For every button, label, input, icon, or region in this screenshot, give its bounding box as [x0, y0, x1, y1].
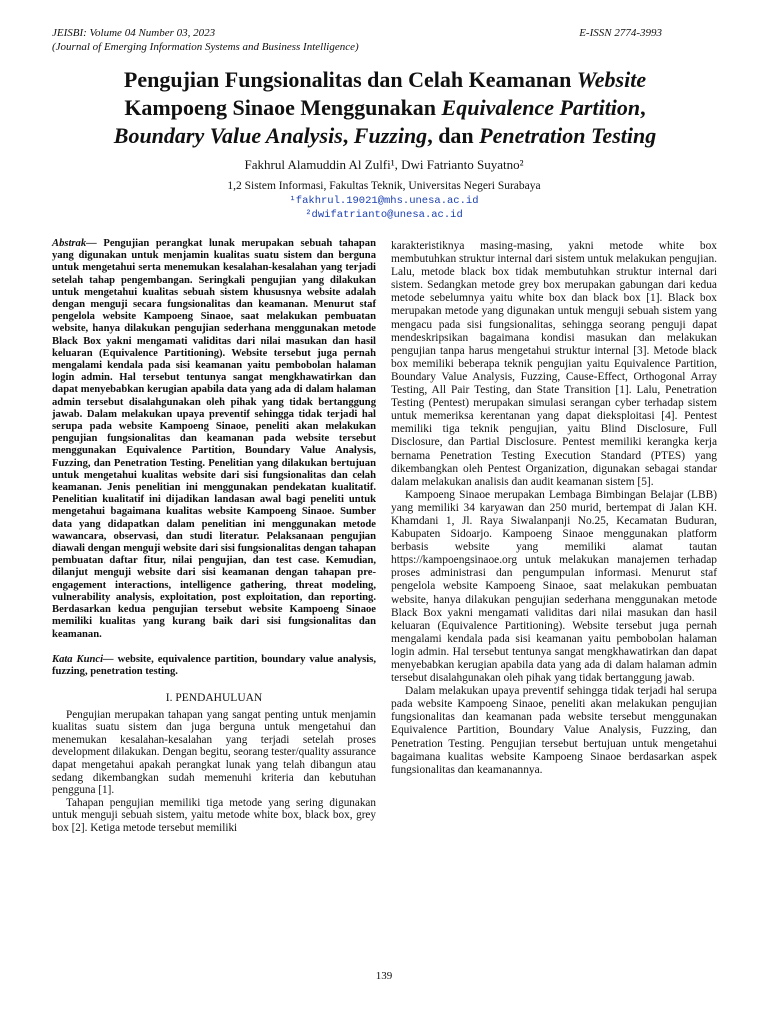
journal-volume: JEISBI: Volume 04 Number 03, 2023 — [52, 27, 216, 39]
abstract: Abstrak— Pengujian perangkat lunak merupakan sebuah tahapan yang digunakan untuk menjamin kualitas suatu sistem dan berguna untuk mengetahui serta menemukan kesalahan-kesalahan yang terjadi setelah tahap pengembangan. Seringkali pengujian yang dilakukan untuk mengetahui kualitas sebuah sistem khususnya website adalah dengan menguji secara fungsionalitas dan keamanan. Menurut staf pengelola website Kampoeng Sinaoe, saat melakukan pembuatan website, hanya dilakukan pengujian sederhana menggunakan metode Black Box yakni mengamati validitas dari nilai masukan dan hasil keluaran (Equivalence Partitioning). Website tersebut juga pernah mengalami kendala pada sisi keamanan yaitu pembobolan halaman login admin. Hal tersebut tentunya sangat mengkhawatirkan dan dapat menyebabkan kerugian apabila data yang ada di dalam halaman admin tersebut disalahgunakan oleh pihak yang tidak bertanggung jawab. Dalam melakukan upaya preventif sehingga tidak terjadi hal serupa pada website Kampoeng Sinaoe, peneliti akan melakukan pengujian fungsionalitas dan keamanan pada website tersebut menggunakan Equivalence Partition, Boundary Value Analysis, Fuzzing, dan Penetration Testing. Penelitian yang dilakukan bertujuan untuk mengetahui kualitas website dari sisi fungsionalitas dan celah keamanan. Jenis penelitian ini menggunakan pendekatan kualitatif. Penelitian kualitatif ini dijadikan landasan awal bagi peneliti untuk mengetahui bagaimana kualitas website Kampoeng Sinaoe. Sumber data yang didapatkan dalam penelitian ini menggunakan metode wawancara, observasi, dan studi literatur. Pelaksanaan pengujian diawali dengan menguji website dari sisi fungsionalitas dengan tahapan pembuatan daftar fitur, nilai pengujian, dan test case. Kemudian, dilanjut menguji website dari sisi keamanan dengan tahapan pre-engagement interactions, intelligence gathering, threat modeling, vulnerability analysis, exploitation, post exploitation, dan reporting. Berdasarkan kedua pengujian tersebut website Kampoeng Sinaoe memiliki kualitas yang kurang baik dari sisi fungsionalitas dan keamanan. — [52, 238, 376, 640]
page-number: 139 — [375, 970, 393, 982]
right-column — [391, 240, 717, 777]
paper-title: Pengujian Fungsionalitas dan Celah Keamanan Website Kampoeng Sinaoe Menggunakan Equivalence Partition, Boundary Value Analysis, Fuzzing, dan Penetration Testing — [113, 67, 657, 148]
paragraph: Tahapan pengujian memiliki tiga metode yang sering digunakan untuk menguji sebuah sistem, yaitu metode white box, black box, grey box [2]. Ketiga metode tersebut memiliki — [52, 796, 376, 835]
email-link-2[interactable]: ²dwifatrianto@unesa.ac.id — [305, 209, 463, 221]
paragraph: Dalam melakukan upaya preventif sehingga tidak terjadi hal serupa pada website Kampoeng Sinaoe, peneliti akan melakukan pengujian fungsionalitas dan keamanan pada website tersebut menggunakan Equivalence Partition, Boundary Value Analysis, Fuzzing, dan Penetration Testing. Pengujian tersebut bertujuan untuk mengetahui bagaimana kualitas website Kampoeng Sinaoe berdasarkan aspek fungsionalitas dan keamanannya. — [391, 685, 717, 776]
paragraph: karakteristiknya masing-masing, yakni metode white box membutuhkan struktur internal dari sistem untuk melakukan pengujian. Lalu, metode black box tidak membutuhkan struktur internal dari sistem. Sedangkan metode grey box merupakan gabungan dari kedua metode sebelumnya yaitu white box dan black box [1]. Black box merupakan metode yang digunakan untuk menguji sebuah sistem yang mengacu pada sisi fungsionalitas, sehingga seorang penguji dapat mendeskripsikan bagaimana kondisi masukan dan melakukan pengujian tanpa harus mengetahui struktur internal [3]. Metode black box memiliki beberapa teknik pengujian yaitu Equivalence Partition, Boundary Value Analysis, Fuzzing, Cause-Effect, Orthogonal Array Testing, All Pair Testing, dan State Transition [1]. Lalu, Penetration Testing (Pentest) merupakan simulasi serangan cyber terhadap sistem untuk memeriksa kerentanan yang dapat dieksploitasi [4]. Pentest memiliki tiga teknik pengujian, yaitu Blind Disclosure, Full Disclosure, dan Partial Disclosure. Pentest memiliki kerangka kerja bernama Penetration Testing Execution Standard (PTES) yang dikembangkan oleh Pentest Organization, digunakan sebagai standar dalam melakukan analisis dan audit keamanan sistem [5]. — [391, 240, 717, 488]
affiliation: 1,2 Sistem Informasi, Fakultas Teknik, Universitas Negeri Surabaya — [227, 180, 541, 192]
section-heading: I. PENDAHULUAN — [165, 692, 263, 705]
author-list: Fakhrul Alamuddin Al Zulfi¹, Dwi Fatrianto Suyatno² — [244, 157, 524, 172]
keywords: Kata Kunci— website, equivalence partition, boundary value analysis, fuzzing, penetration testing. — [52, 653, 376, 677]
paragraph: Kampoeng Sinaoe merupakan Lembaga Bimbingan Belajar (LBB) yang memiliki 34 karyawan dan 250 murid, bertempat di Jalan KH. Khamdani 1, Jl. Raya Siwalanpanji No.25, Kecamatan Buduran, Kabupaten Sidoarjo. Kampoeng Sinaoe menggunakan platform berbasis website yang memiliki alamat tautan https://kampoengsinaoe.org untuk melakukan manajemen terhadap proses administrasi dan pengumpulan informasi. Menurut staf pengelola website Kampoeng Sinaoe, saat melakukan pembuatan website, hanya dilakukan pengujian sederhana menggunakan metode Black Box yakni mengamati validitas dari nilai masukan dan hasil keluaran (Equivalence Partitioning). Website tersebut juga pernah mengalami kendala pada sisi keamanan yaitu pembobolan halaman login admin. Hal tersebut tentunya sangat mengkhawatirkan dan dapat menyebabkan kerugian apabila data yang ada di dalam halaman admin tersebut disalahgunakan oleh pihak yang tidak bertanggung jawab. — [391, 488, 717, 685]
journal-name: (Journal of Emerging Information Systems and Business Intelligence) — [52, 41, 359, 53]
left-column — [52, 238, 376, 835]
email-link-1[interactable]: ¹fakhrul.19021@mhs.unesa.ac.id — [289, 195, 479, 207]
paragraph: Pengujian merupakan tahapan yang sangat penting untuk menjamin kualitas suatu sistem dan juga berguna untuk mengetahui dan menemukan kesalahan-kesalahan yang terjadi setelah proses development dilakukan. Dengan begitu, seorang tester/quality assurance dapat mengetahui apakah perangkat lunak yang telah dibangun atau sedang dikembangkan sudah memenuhi kriteria dan kebutuhan pengguna [1]. — [52, 708, 376, 797]
journal-issn: E-ISSN 2774-3993 — [579, 27, 662, 39]
running-header — [52, 26, 662, 54]
